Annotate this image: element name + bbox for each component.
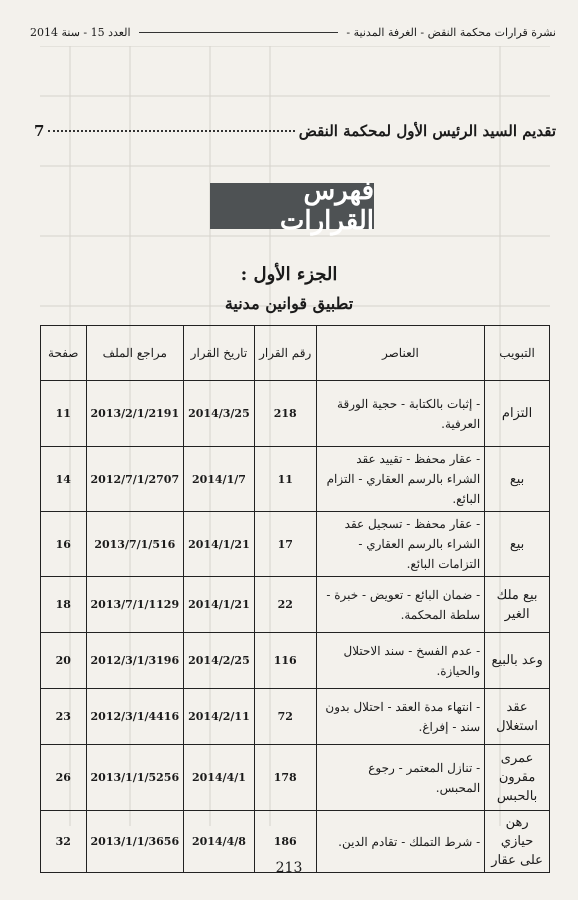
row-category: بيع (485, 512, 550, 577)
row-page: 26 (41, 745, 87, 811)
running-header-publication: نشرة قرارات محكمة النقض - الغرفة المدنية - (346, 25, 556, 39)
table-row (41, 577, 550, 633)
row-page: 20 (41, 633, 87, 689)
row-category: بيع ملك الغير (485, 577, 550, 633)
row-file-reference: 2013/1/1/5256 (86, 745, 184, 811)
row-category: عمرى مقرون بالحبس (485, 745, 550, 811)
row-decision-date: 2014/4/8 (184, 811, 255, 873)
table-row (41, 512, 550, 577)
table-row (41, 381, 550, 447)
row-elements: - تنازل المعتمر - رجوع المحبس. (316, 745, 484, 811)
header-elements: العناصر (316, 326, 484, 381)
toc-entry-page: 7 (34, 122, 45, 140)
table-row (41, 447, 550, 512)
row-page: 16 (41, 512, 87, 577)
row-decision-date: 2014/1/21 (184, 577, 255, 633)
row-decision-date: 2014/2/11 (184, 689, 255, 745)
part-title: الجزء الأول : (240, 264, 338, 285)
row-page: 14 (41, 447, 87, 512)
row-file-reference: 2013/7/1/516 (86, 512, 184, 577)
table-header-row (41, 326, 550, 381)
page-number: 213 (275, 860, 303, 876)
row-category: رهن حيازي على عقار (485, 811, 550, 873)
toc-leader-dots (48, 130, 294, 132)
row-decision-date: 2014/4/1 (184, 745, 255, 811)
section-title: تطبيق قوانين مدنية (224, 294, 354, 313)
row-decision-date: 2014/1/7 (184, 447, 255, 512)
row-decision-date: 2014/2/25 (184, 633, 255, 689)
row-category: التزام (485, 381, 550, 447)
row-elements: - ضمان البائع - تعويض - خبرة - سلطة المحكمة. (316, 577, 484, 633)
header-file-reference: مراجع الملف (86, 326, 184, 381)
running-header (30, 22, 556, 42)
row-elements: - عدم الفسخ - سند الاحتلال والحيازة. (316, 633, 484, 689)
header-category: التبويب (485, 326, 550, 381)
row-decision-number: 218 (254, 381, 316, 447)
table-row (41, 745, 550, 811)
row-page: 18 (41, 577, 87, 633)
row-decision-number: 22 (254, 577, 316, 633)
row-file-reference: 2013/7/1/1129 (86, 577, 184, 633)
row-decision-number: 116 (254, 633, 316, 689)
row-decision-number: 72 (254, 689, 316, 745)
row-file-reference: 2012/7/1/2707 (86, 447, 184, 512)
table-row (41, 633, 550, 689)
running-header-rule (139, 32, 339, 33)
row-file-reference: 2012/3/1/3196 (86, 633, 184, 689)
index-title: فهرس القرارات (210, 183, 374, 229)
toc-entry (34, 122, 556, 146)
row-decision-number: 17 (254, 512, 316, 577)
row-decision-date: 2014/1/21 (184, 512, 255, 577)
decisions-table (40, 325, 550, 873)
row-decision-date: 2014/3/25 (184, 381, 255, 447)
toc-entry-text: تقديم السيد الرئيس الأول لمحكمة النقض (298, 122, 556, 140)
row-elements: - عقار محفظ - تسجيل عقد الشراء بالرسم العقاري - التزامات البائع. (316, 512, 484, 577)
running-header-issue: العدد 15 - سنة 2014 (30, 25, 131, 39)
row-page: 32 (41, 811, 87, 873)
row-file-reference: 2013/1/1/3656 (86, 811, 184, 873)
header-page: صفحة (41, 326, 87, 381)
row-elements: - انتهاء مدة العقد - احتلال بدون سند - إفراغ. (316, 689, 484, 745)
table-row (41, 689, 550, 745)
row-category: وعد بالبيع (485, 633, 550, 689)
row-category: بيع (485, 447, 550, 512)
header-decision-date: تاريخ القرار (184, 326, 255, 381)
row-file-reference: 2013/2/1/2191 (86, 381, 184, 447)
row-elements: - شرط التملك - تقادم الدين. (316, 811, 484, 873)
row-file-reference: 2012/3/1/4416 (86, 689, 184, 745)
header-decision-number: رقم القرار (254, 326, 316, 381)
row-page: 23 (41, 689, 87, 745)
row-page: 11 (41, 381, 87, 447)
row-elements: - إثبات بالكتابة - حجية الورقة العرفية. (316, 381, 484, 447)
row-decision-number: 11 (254, 447, 316, 512)
row-decision-number: 178 (254, 745, 316, 811)
row-category: عقد استغلال (485, 689, 550, 745)
row-elements: - عقار محفظ - تقييد عقد الشراء بالرسم العقاري - التزام البائع. (316, 447, 484, 512)
row-decision-number: 186 (254, 811, 316, 873)
